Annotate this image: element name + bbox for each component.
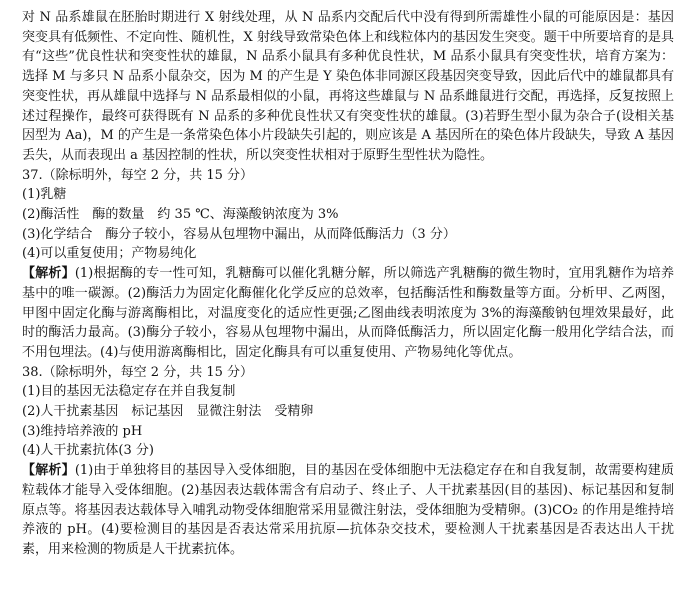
q37-header: 37.（除标明外，每空 2 分，共 15 分）: [22, 167, 254, 183]
q37-answer-1: (1)乳糖: [22, 187, 67, 203]
q37-answer-3: (3)化学结合 酶分子较小，容易从包埋物中漏出，从而降低酶活力（3 分）: [22, 226, 456, 242]
q38-answer-1: (1)目的基因无法稳定存在并自我复制: [22, 384, 236, 400]
q38-answer-4: (4)人干扰素抗体(3 分): [22, 443, 154, 459]
q37-answer-4: (4)可以重复使用；产物易纯化: [22, 246, 197, 262]
q38-analysis-label: 【解析】: [22, 463, 75, 479]
q37-analysis-label: 【解析】: [22, 266, 75, 282]
q38-answer-2: (2)人干扰素基因 标记基因 显微注射法 受精卵: [22, 404, 314, 420]
q38-answer-3: (3)维持培养液的 pH: [22, 423, 143, 439]
q38-analysis: [22, 461, 674, 560]
intro-paragraph: 对 N 品系雄鼠在胚胎时期进行 X 射线处理，从 N 品系内交配后代中没有得到所需雄性小鼠的可能原因是：基因突变具有低频性、不定向性、随机性，X 射线导致常染色体上和线粒体内的基因发生突变。题干中所要培育的是具有“这些”优良性状和突变性状的雄鼠，N 品系小鼠具有多种优良性状，M 品系小鼠具有突变性状，培育方案为：选择 M 与多只 N 品系小鼠杂交，因为 M 的产生是 Y 染色体非同源区段基因突变导致，因此后代中的雄鼠都具有突变性状，再从雄鼠中选择与 N 品系最相似的小鼠，再将这些雄鼠与 N 品系雌鼠进行交配，再选择，反复按照上述过程操作，最终可获得既有 N 品系的多种优良性状又有突变性状的雄鼠。(3)若野生型小鼠为杂合子(设相关基因型为 Aa)，M 的产生是一条常染色体小片段缺失引起的，则应该是 A 基因所在的染色体片段缺失，导致 A 基因丢失，从而表现出 a 基因控制的性状，所以突变性状相对于原野生型性状为隐性。: [22, 10, 674, 163]
q38-analysis-text: (1)由于单独将目的基因导入受体细胞，目的基因在受体细胞中无法稳定存在和自我复制，故需要构建质粒载体才能导入受体细胞。(2)基因表达载体需含有启动子、终止子、人干扰素基因(目的基因)、标记基因和复制原点等。将基因表达载体导入哺乳动物受体细胞常采用显微注射法，受体细胞为受精卵。(3)CO₂ 的作用是维持培养液的 pH。(4)要检测目的基因是否表达常采用抗原—抗体杂交技术，要检测人干扰素基因是否表达出人干扰素，用来检测的物质是人干扰素抗体。: [22, 463, 674, 557]
q38-header: 38.（除标明外，每空 2 分，共 15 分）: [22, 364, 254, 380]
q37-answer-2: (2)酶活性 酶的数量 约 35 ℃、海藻酸钠浓度为 3%: [22, 207, 339, 223]
document-page: [22, 8, 674, 560]
q37-analysis-text: (1)根据酶的专一性可知，乳糖酶可以催化乳糖分解，所以筛选产乳糖酶的微生物时，宜用乳糖作为培养基中的唯一碳源。(2)酶活力为固定化酶催化化学反应的总效率，包括酶活性和酶数量等方面。分析甲、乙两图，甲图中固定化酶与游离酶相比，对温度变化的适应性更强;乙图曲线表明浓度为 3%的海藻酸钠包埋效果最好，此时的酶活力最高。(3)酶分子较小，容易从包埋物中漏出，从而降低酶活力，所以固定化酶一般用化学结合法，而不用包埋法。(4)与使用游离酶相比，固定化酶具有可以重复使用、产物易纯化等优点。: [22, 266, 674, 360]
q37-analysis: [22, 264, 674, 363]
